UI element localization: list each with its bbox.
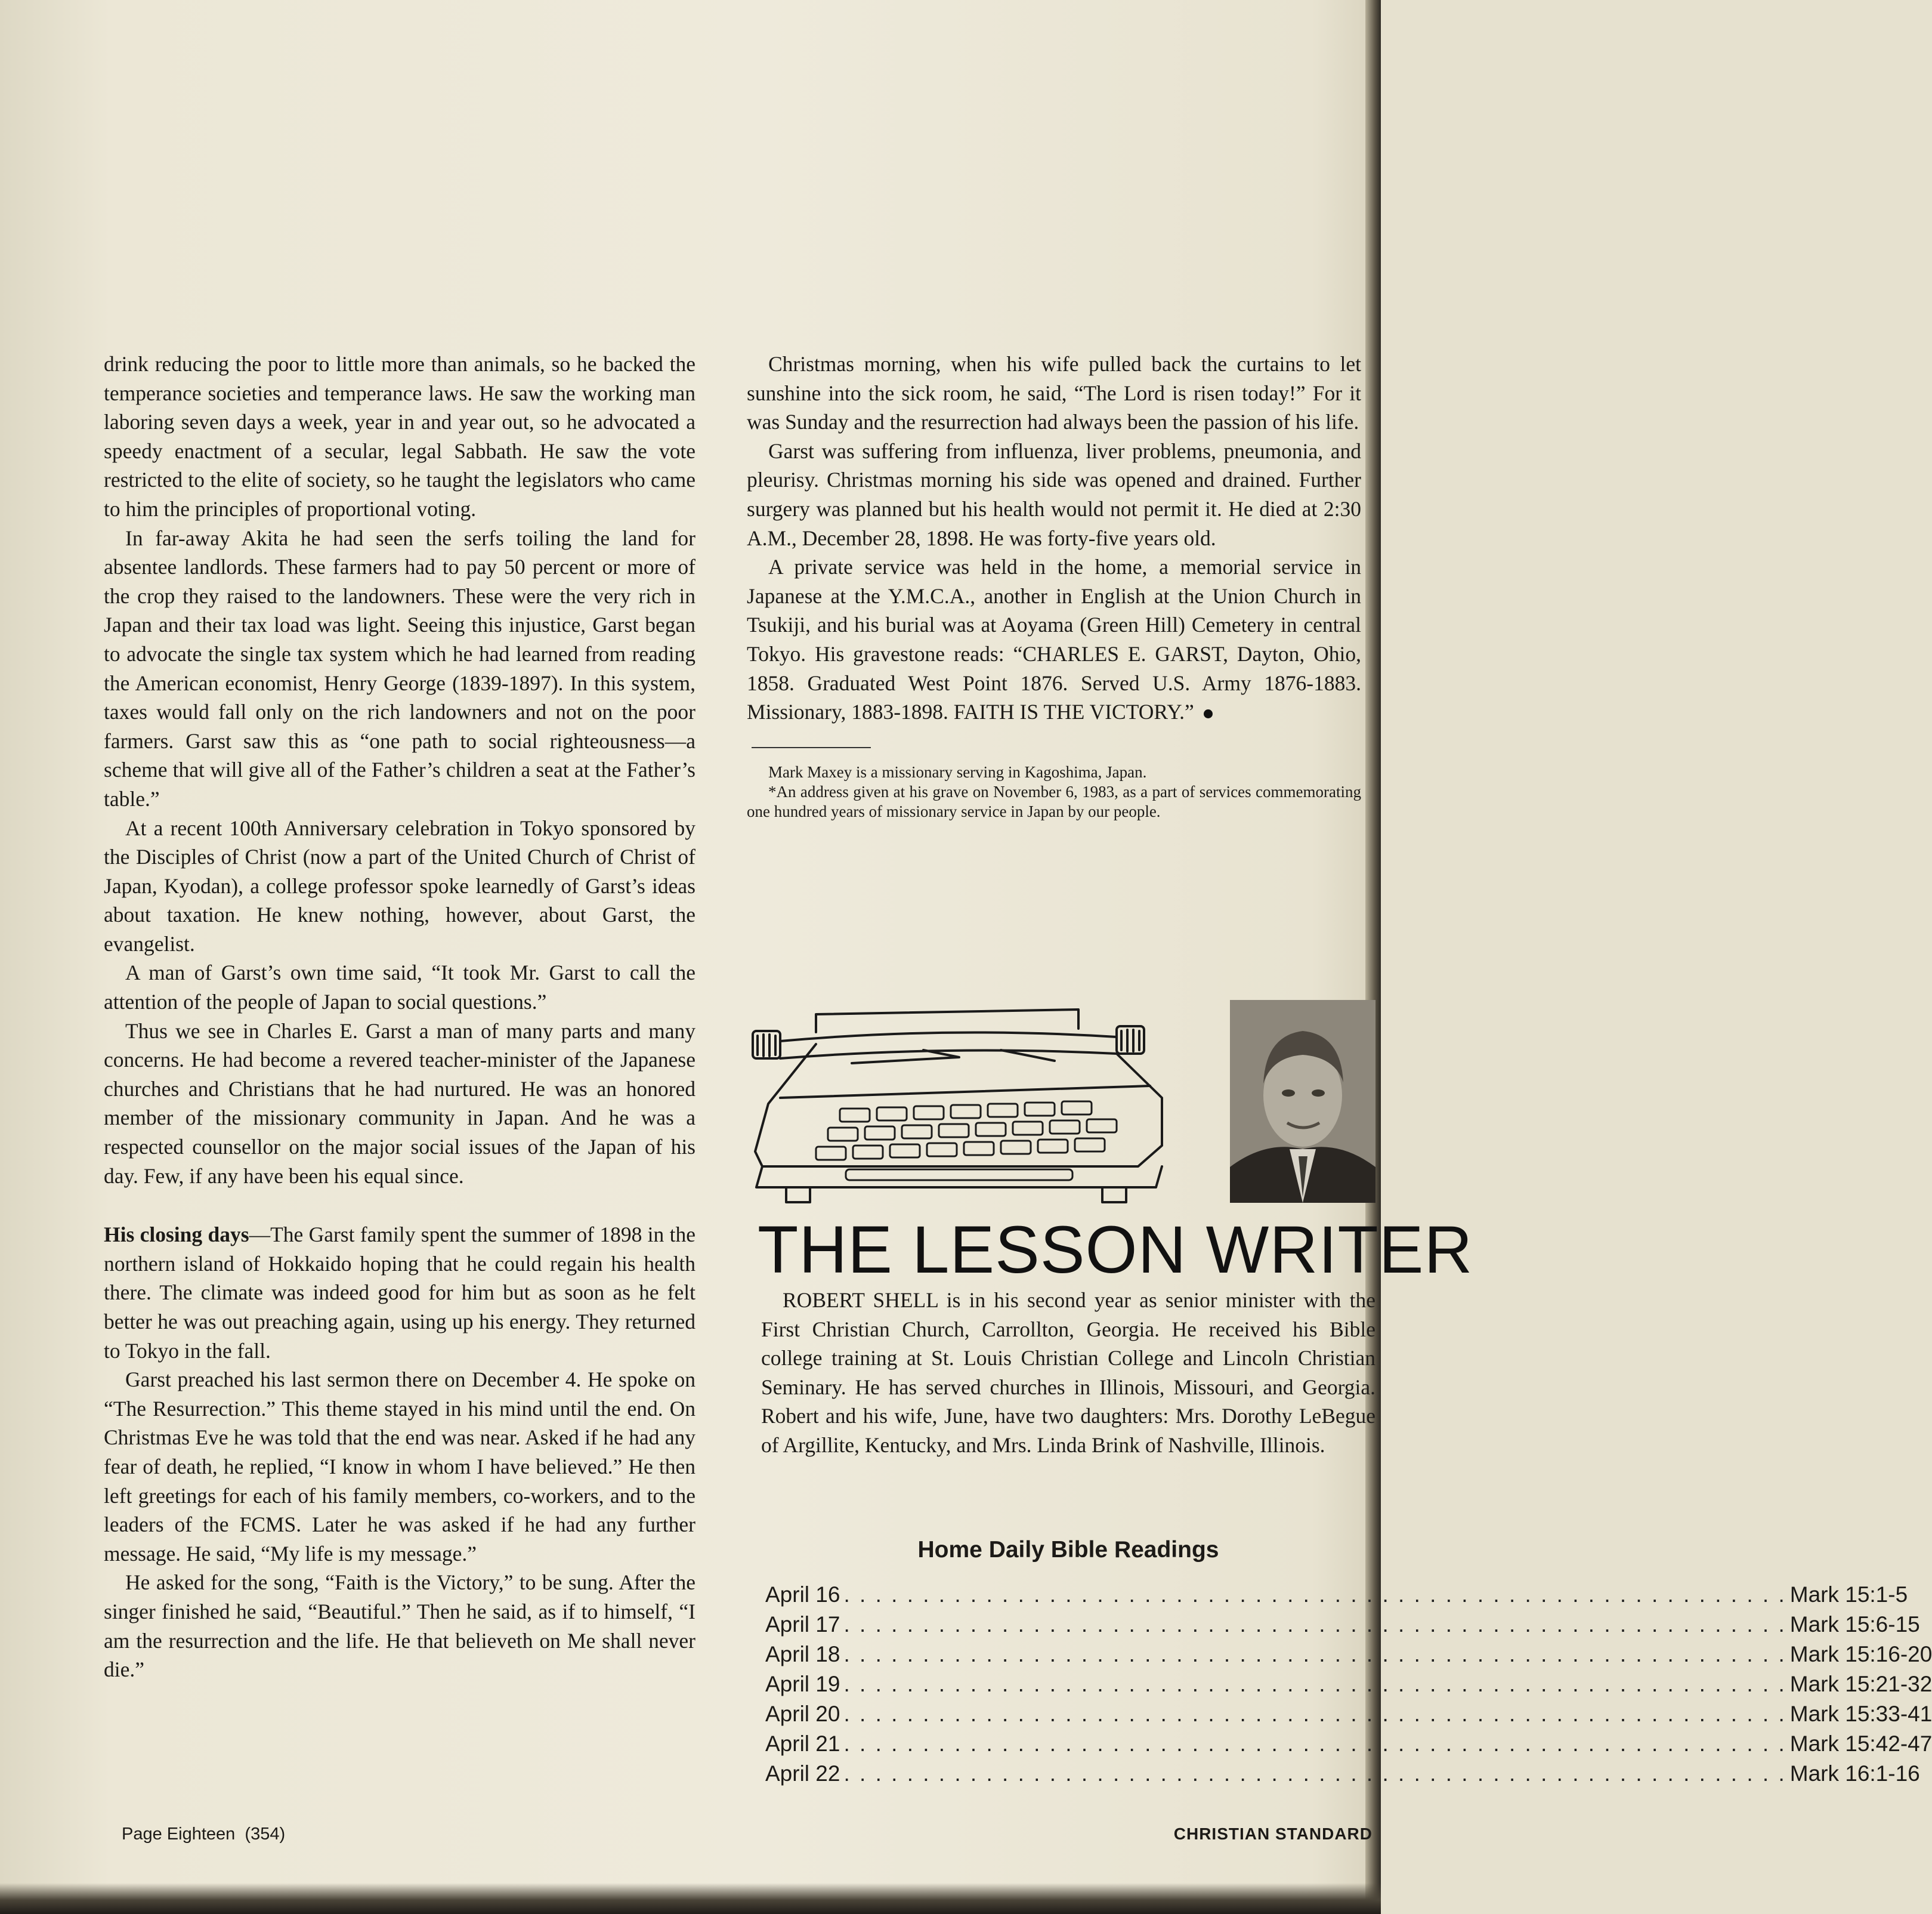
paragraph: At a recent 100th Anniversary celebration in Tokyo sponsored by the Disciples of Christ (now a part of the United Church of Christ of Japan, Kyodan), a college professor spoke learnedly of Garst’s ideas about taxation. He knew nothing, however, about Garst, the evangelist. (104, 816, 695, 956)
dot-leader (840, 1669, 1789, 1699)
reading-ref: Mark 16:1-16 (1789, 1761, 1920, 1786)
dot-leader (840, 1729, 1789, 1759)
paragraph-with-endmark (747, 552, 1361, 727)
author-notes (747, 762, 1361, 822)
paragraph: drink reducing the poor to little more than animals, so he backed the temperance societies and temperance laws. He saw the working man laboring seven days a week, year in and year out, so he advocated a speedy enactment of a secular, legal Sabbath. He saw the vote restricted to the elite of society, so he taught the legislators who came to him the principles of proportional voting. (104, 352, 695, 521)
paragraph: Garst preached his last sermon there on December 4. He spoke on “The Resurrection.” This theme stayed in his mind until the end. On Christmas Eve he was told that the end was near. Asked if he had any fear of death, he replied, “I know in whom I have believed.” He then left greetings for each of his family members, co-workers, and to the leaders of the FCMS. Later he was asked if he had any further message. He said, “My life is my message.” (104, 1367, 695, 1566)
author-photo (1230, 1000, 1375, 1203)
reading-date: April 17 (765, 1612, 840, 1637)
gravestone-paragraph: A private service was held in the home, a memorial service in Japanese at the Y.M.C.A., another in English at the Union Church in Tsukiji, and his burial was at Aoyama (Green Hill) Cemetery in central Tokyo. His gravestone reads: “CHARLES E. GARST, Dayton, Ohio, 1858. Graduated West Point 1876. Served U.S. Army 1876-1883. Missionary, 1883-1898. FAITH IS THE VICTORY.” (747, 555, 1361, 724)
reading-row (765, 1699, 1932, 1729)
typewriter-illustration (744, 1008, 1213, 1214)
page-number: (354) (245, 1825, 286, 1844)
reading-date: April 19 (765, 1672, 840, 1696)
reading-row (765, 1669, 1932, 1699)
reading-date: April 20 (765, 1702, 840, 1726)
reading-ref: Mark 15:6-15 (1789, 1612, 1920, 1637)
paragraph: Garst was suffering from influenza, liver problems, pneumonia, and pleurisy. Christmas morning his side was opened and drained. Further surgery was planned but his health would not permit it. He died at 2:30 A.M., December 28, 1898. He was forty-five years old. (747, 439, 1361, 550)
dot-leader (840, 1610, 1789, 1640)
readings-title: Home Daily Bible Readings (917, 1537, 1219, 1563)
reading-ref: Mark 15:1-5 (1789, 1582, 1908, 1607)
paragraph: In far-away Akita he had seen the serfs toiling the land for absentee landlords. These farmers had to pay 50 percent or more of the crop they raised to the landowners. These were the very rich in Japan and their tax load was light. Seeing this injustice, Garst began to advocate the single tax system which he had learned from reading the American economist, Henry George (1839-1897). In this system, taxes would fall only on the rich landowners and not on the poor farmers. Garst saw this as “one path to social righteousness—a scheme that will give all of the Father’s children a seat at the Father’s table.” (104, 526, 695, 811)
lesson-writer-title: THE LESSON WRITER (758, 1212, 1473, 1287)
reading-date: April 18 (765, 1642, 840, 1666)
section-spacer (104, 1190, 695, 1220)
left-column (104, 350, 695, 1684)
reading-row (765, 1640, 1932, 1669)
reading-row (765, 1580, 1908, 1610)
reading-date: April 16 (765, 1582, 840, 1607)
reading-row (765, 1729, 1932, 1759)
reading-date: April 21 (765, 1731, 840, 1756)
page-folio (122, 1825, 285, 1844)
reading-date: April 22 (765, 1761, 840, 1786)
section-lead-text: —The Garst family spent the summer of 1898 in the northern island of Hokkaido hoping that he could regain his health there. The climate was indeed good for him but as soon as he felt better he was out preaching again, using up his energy. They returned to Tokyo in the fall. (104, 1223, 695, 1363)
reading-ref: Mark 15:42-47 (1789, 1731, 1932, 1756)
dot-leader (840, 1580, 1789, 1610)
paragraph: A man of Garst’s own time said, “It took Mr. Garst to call the attention of the people of Japan to social questions.” (104, 961, 695, 1014)
paragraph: Christmas morning, when his wife pulled back the curtains to let sunshine into the sick room, he said, “The Lord is risen today!” For it was Sunday and the resurrection had always been the passion of his life. (747, 352, 1361, 434)
dot-leader (840, 1759, 1789, 1789)
dot-leader (840, 1699, 1789, 1729)
page-label: Page Eighteen (122, 1825, 236, 1844)
address-note: *An address given at his grave on November 6, 1983, as a part of services commemorating one hundred years of missionary service in Japan by our people. (747, 782, 1361, 820)
reading-row (765, 1759, 1920, 1789)
author-note: Mark Maxey is a missionary serving in Kagoshima, Japan. (768, 762, 1147, 781)
paragraph: He asked for the song, “Faith is the Victory,” to be sung. After the singer finished he said, “Beautiful.” Then he said, as if to himself, “I am the resurrection and the life. He that believeth on Me shall never die.” (104, 1570, 695, 1682)
readings-list (765, 1580, 1932, 1789)
paragraph: Thus we see in Charles E. Garst a man of many parts and many concerns. He had become a revered teacher-minister of the Japanese churches and Christians that he had nurtured. He was an honored member of the missionary community in Japan. And he was a respected counsellor on the major social issues of the Japan of his day. Few, if any have been his equal since. (104, 1018, 695, 1188)
magazine-name: CHRISTIAN STANDARD (1173, 1825, 1373, 1843)
right-column (747, 350, 1361, 822)
footnote-rule (752, 747, 871, 748)
reading-ref: Mark 15:33-41 (1789, 1702, 1932, 1726)
dot-leader (840, 1640, 1789, 1669)
closing-days-paragraph (104, 1220, 695, 1365)
end-of-article-mark (1204, 709, 1213, 718)
reading-row (765, 1610, 1920, 1640)
portrait-image (1230, 1000, 1375, 1203)
page-bottom-edge (0, 1883, 1381, 1914)
reading-ref: Mark 15:21-32 (1789, 1672, 1932, 1696)
section-heading: His closing days (104, 1223, 249, 1247)
reading-ref: Mark 15:16-20 (1789, 1642, 1932, 1666)
lesson-writer-bio: ROBERT SHELL is in his second year as senior minister with the First Christian Church, Carrollton, Georgia. He received his Bible college training at St. Louis Christian College and Lincoln Christian Seminary. He has served churches in Illinois, Missouri, and Georgia. Robert and his wife, June, have two daughters: Mrs. Dorothy LeBegue of Argillite, Kentucky, and Mrs. Linda Brink of Nashville, Illinois. (761, 1288, 1375, 1457)
